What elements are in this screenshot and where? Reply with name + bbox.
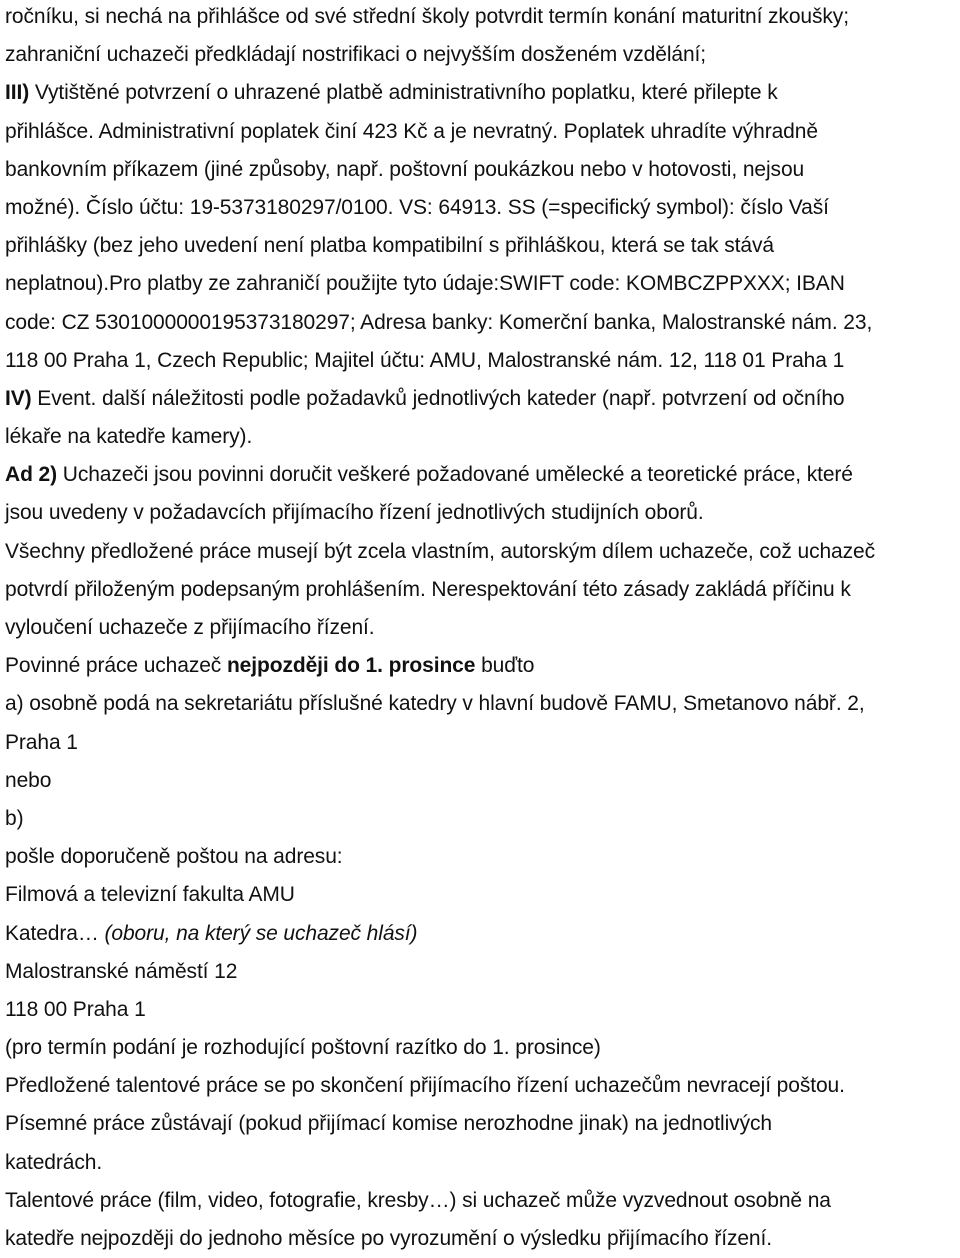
text-segment: 118 00 Praha 1: [5, 997, 146, 1021]
bold-text: IV): [5, 386, 32, 410]
text-line: [5, 533, 960, 571]
text-segment: potvrdí přiloženým podepsaným prohlášením. Nerespektování této zásady zakládá příčinu k: [5, 577, 851, 601]
text-segment: Uchazeči jsou povinni doručit veškeré požadované umělecké a teoretické práce, které: [57, 463, 853, 487]
text-segment: zahraniční uchazeči předkládají nostrifikaci o nejvyšším dosženém vzdělání;: [5, 43, 707, 67]
text-segment: neplatnou).Pro platby ze zahraničí použijte tyto údaje:SWIFT code: KOMBCZPPXXX; IBAN: [5, 272, 845, 296]
text-line: [5, 265, 960, 303]
text-segment: Filmová a televizní fakulta AMU: [5, 883, 295, 907]
text-segment: přihlášce. Administrativní poplatek činí 423 Kč a je nevratný. Poplatek uhradíte výhradně: [5, 119, 818, 143]
text-line: [5, 915, 960, 953]
text-line: [5, 1220, 960, 1258]
text-line: [5, 876, 960, 914]
text-line: [5, 227, 960, 265]
text-line: [5, 0, 960, 36]
text-segment: katedrách.: [5, 1150, 103, 1174]
text-segment: katedře nejpozději do jednoho měsíce po vyrozumění o výsledku přijímacího řízení.: [5, 1227, 772, 1250]
bold-text: III): [5, 81, 30, 105]
text-segment: Písemné práce zůstávají (pokud přijímací komise nerozhodne jinak) na jednotlivých: [5, 1112, 772, 1136]
text-segment: přihlášky (bez jeho uvedení není platba kompatibilní s přihláškou, která se tak stává: [5, 234, 774, 258]
text-line: [5, 189, 960, 227]
text-line: [5, 1182, 960, 1220]
bold-text: Ad 2): [5, 463, 58, 487]
text-line: [5, 380, 960, 418]
text-segment: ročníku, si nechá na přihlášce od své střední školy potvrdit termín konání maturitní zkoušky;: [5, 5, 849, 28]
text-segment: jsou uvedeny v požadavcích přijímacího řízení jednotlivých studijních oborů.: [5, 501, 704, 525]
text-line: [5, 1144, 960, 1182]
text-segment: Předložené talentové práce se po skončení přijímacího řízení uchazečům nevracejí poštou.: [5, 1074, 845, 1098]
text-segment: Malostranské náměstí 12: [5, 959, 238, 983]
text-segment: b): [5, 806, 24, 830]
text-line: [5, 36, 960, 74]
text-line: [5, 762, 960, 800]
bold-text: nejpozději do 1. prosince: [226, 654, 476, 678]
text-line: [5, 151, 960, 189]
text-line: [5, 724, 960, 762]
text-segment: Všechny předložené práce musejí být zcela vlastním, autorským dílem uchazeče, což uchazeč: [5, 539, 876, 563]
text-segment: Katedra…: [5, 921, 105, 945]
text-line: [5, 456, 960, 494]
text-segment: Event. další náležitosti podle požadavků jednotlivých kateder (např. potvrzení od očního: [31, 386, 845, 410]
text-line: [5, 1029, 960, 1067]
text-segment: 118 00 Praha 1, Czech Republic; Majitel účtu: AMU, Malostranské nám. 12, 118 01 Praha 1: [5, 348, 845, 372]
text-line: [5, 609, 960, 647]
text-line: [5, 113, 960, 151]
text-line: [5, 685, 960, 723]
text-segment: lékaře na katedře kamery).: [5, 425, 253, 449]
text-segment: code: CZ 5301000000195373180297; Adresa banky: Komerční banka, Malostranské nám. 23,: [5, 310, 873, 334]
text-line: [5, 991, 960, 1029]
text-line: [5, 1105, 960, 1143]
text-segment: a) osobně podá na sekretariátu příslušné katedry v hlavní budově FAMU, Smetanovo nábř. 2,: [5, 692, 865, 716]
text-line: [5, 647, 960, 685]
text-line: [5, 800, 960, 838]
text-segment: možné). Číslo účtu: 19-5373180297/0100. VS: 64913. SS (=specifický symbol): číslo Vaší: [5, 195, 829, 219]
text-line: [5, 304, 960, 342]
text-segment: pošle doporučeně poštou na adresu:: [5, 845, 343, 869]
text-line: [5, 494, 960, 532]
text-line: [5, 418, 960, 456]
text-line: [5, 74, 960, 112]
text-line: [5, 953, 960, 991]
text-line: [5, 1067, 960, 1105]
text-line: [5, 571, 960, 609]
text-segment: bankovním příkazem (jiné způsoby, např. poštovní poukázkou nebo v hotovosti, nejsou: [5, 157, 805, 181]
text-segment: Praha 1: [5, 730, 78, 754]
text-segment: nebo: [5, 768, 52, 792]
text-segment: Talentové práce (film, video, fotografie, kresby…) si uchazeč může vyzvednout osobně na: [5, 1188, 831, 1212]
italic-text: (oboru, na který se uchazeč hlásí): [104, 921, 418, 945]
text-segment: Povinné práce uchazeč: [5, 654, 227, 678]
text-segment: (pro termín podání je rozhodující poštovní razítko do 1. prosince): [5, 1036, 601, 1060]
text-segment: Vytištěné potvrzení o uhrazené platbě administrativního poplatku, které přilepte k: [29, 81, 778, 105]
text-segment: vyloučení uchazeče z přijímacího řízení.: [5, 616, 375, 639]
text-line: [5, 342, 960, 380]
text-segment: buďto: [475, 654, 535, 678]
text-line: [5, 838, 960, 876]
